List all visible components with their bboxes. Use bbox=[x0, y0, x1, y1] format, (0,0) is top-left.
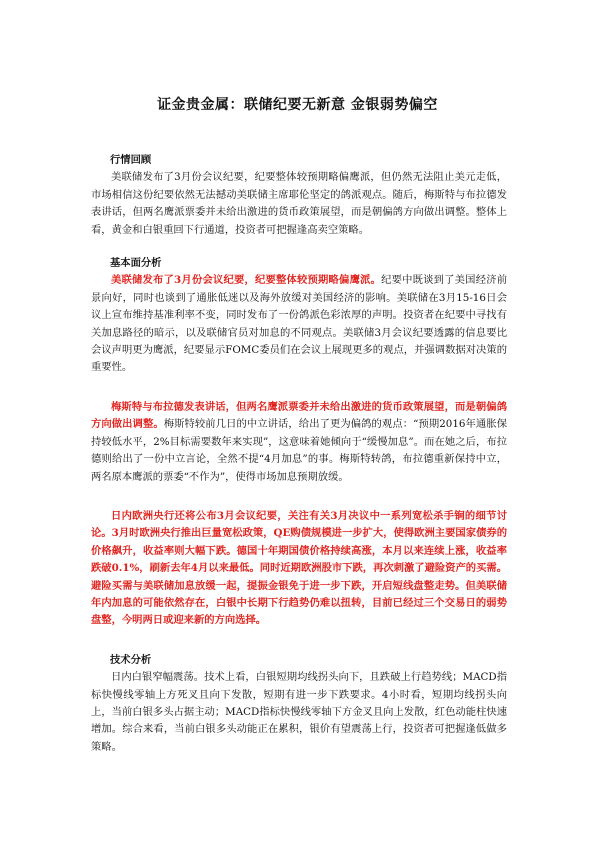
fundamental-paragraph-2 bbox=[91, 399, 507, 486]
body-text: 纪要中既谈到了美国经济前景向好，同时也谈到了通胀低迷以及海外放缓对美国经济的影响。美联储在3月15-16日会议上宣布维持基准利率不变，同时发布了一份鸽派色彩浓厚的声明。投资者在纪要中寻找有关加息路径的暗示，以及联储官员对加息的不同观点。美联储3月会议纪要透露的信息要比会议声明更为鹰派，纪要显示FOMC委员们在会议上展现更多的观点，并强调数据对决策的重要性。 bbox=[91, 274, 508, 374]
highlight-text: 日内欧洲央行还将公布3月会议纪要，关注有关3月决议中一系列宽松杀手锏的细节讨论。3月时欧洲央行推出巨量宽松政策，QE购债规模进一步扩大，使得欧洲主要国家债券的价格飙升，收益率则大幅下跌。德国十年期国债价格持续高涨，本月以来连续上涨，收益率跌破0.1%，刷新去年4月以来最低。同时近期欧洲股市下跌，再次刺激了避险资产的买需。避险买需与美联储加息放缓一起，提振金银免于进一步下跌，开启短线盘整走势。但美联储年内加息的可能依然存在，白银中长期下行趋势仍难以扭转，目前已经过三个交易日的弱势盘整，今明两日或迎来新的方向选择。 bbox=[91, 509, 507, 627]
highlight-text: 梅斯特与布拉德发表讲话，但两名鹰派票委并未给出激进的货币政策展望，而是朝偏鸽方向做出调整。 bbox=[91, 400, 507, 431]
document-title: 证金贵金属：联储纪要无新意 金银弱势偏空 bbox=[157, 97, 438, 113]
highlight-text: 美联储发布了3月份会议纪要，纪要整体较预期略偏鹰派。 bbox=[111, 274, 382, 287]
document-body bbox=[91, 152, 507, 756]
section-heading-technical: 技术分析 bbox=[110, 653, 152, 666]
fundamental-paragraph-1 bbox=[91, 272, 507, 376]
section-heading-review: 行情回顾 bbox=[110, 154, 152, 166]
technical-paragraph: 日内白银窄幅震荡。技术上看，白银短期均线拐头向下，且跌破上行趋势线；MACD指标快慢线零轴上方死叉且向下发散，短期有进一步下跌要求。4小时看，短期均线拐头向上，当前白银多头占据主动；MACD指标快慢线零轴下方金叉且向上发散，红色动能柱快速增加。综合来看，当前白银多头动能正在累积，银价有望震荡上行，投资者可把握逢低做多策略。 bbox=[91, 671, 507, 753]
body-text: 梅斯特较前几日的中立讲话，给出了更为偏鸽的观点：“预期2016年通胀保持较低水平，2%目标需要数年来实现”，这意味着她倾向于“缓慢加息”。而在她之后，布拉德则给出了一份中立言论，全然不提“4月加息”的事。梅斯特转鸽，布拉德重新保持中立，两名原本鹰派的票委“不作为”，使得市场加息预期放缓。 bbox=[91, 418, 508, 483]
section-heading-fundamental: 基本面分析 bbox=[110, 257, 162, 270]
review-paragraph: 美联储发布了3月份会议纪要，纪要整体较预期略偏鹰派，但仍然无法阻止美元走低，市场相信这份纪要依然无法撼动美联储主席耶伦坚定的鸽派观点。随后，梅斯特与布拉德发表讲话，但两名鹰派票委并未给出激进的货币政策展望，而是朝偏鸽方向做出调整。整体上看，黄金和白银重回下行通道，投资者可把握逢高卖空策略。 bbox=[91, 171, 507, 236]
fundamental-paragraph-3 bbox=[91, 508, 507, 630]
